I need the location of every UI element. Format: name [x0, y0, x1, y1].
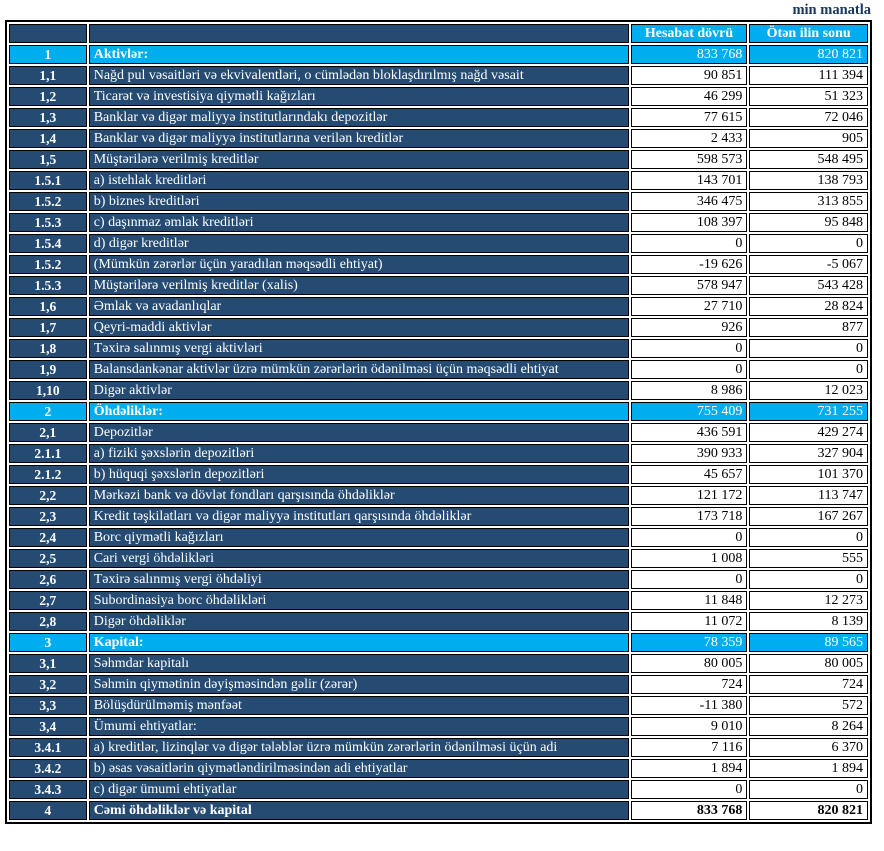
row-number-cell: 3,4 — [9, 717, 87, 736]
row-number-cell: 2,6 — [9, 570, 87, 589]
row-label-cell: (Mümkün zərərlər üçün yaradılan məqsədli ehtiyat) — [89, 255, 629, 274]
table-row — [9, 381, 868, 400]
row-current-value-cell: 346 475 — [631, 192, 748, 211]
table-row — [9, 717, 868, 736]
row-previous-value-cell: 0 — [749, 360, 868, 379]
row-label-cell: Müştərilərə verilmiş kreditlər — [89, 150, 629, 169]
row-current-value-cell: 2 433 — [631, 129, 748, 148]
table-row — [9, 612, 868, 631]
table-header-row — [9, 24, 868, 43]
row-label-cell: c) daşınmaz əmlak kreditləri — [89, 213, 629, 232]
row-previous-value-cell: 72 046 — [749, 108, 868, 127]
row-previous-value-cell: 8 139 — [749, 612, 868, 631]
row-label-cell: c) digər ümumi ehtiyatlar — [89, 780, 629, 799]
row-current-value-cell: 833 768 — [631, 801, 748, 820]
table-row — [9, 759, 868, 778]
row-label-cell: Öhdəliklər: — [89, 402, 629, 421]
row-label-cell: Əmlak və avadanlıqlar — [89, 297, 629, 316]
row-number-cell: 2.1.1 — [9, 444, 87, 463]
row-current-value-cell: 78 359 — [631, 633, 748, 652]
row-previous-value-cell: 877 — [749, 318, 868, 337]
table-row — [9, 486, 868, 505]
table-row — [9, 213, 868, 232]
row-previous-value-cell: 0 — [749, 780, 868, 799]
row-number-cell: 2,4 — [9, 528, 87, 547]
row-label-cell: Balansdankənar aktivlər üzrə mümkün zərərlərin ödənilməsi üçün məqsədli ehtiyat — [89, 360, 629, 379]
row-previous-value-cell: 138 793 — [749, 171, 868, 190]
row-current-value-cell: 1 008 — [631, 549, 748, 568]
table-row — [9, 633, 868, 652]
row-label-cell: Bölüşdürülməmiş mənfəət — [89, 696, 629, 715]
table-row — [9, 528, 868, 547]
header-reporting-period: Hesabat dövrü — [631, 24, 748, 43]
row-label-cell: Banklar və digər maliyyə institutlarına verilən kreditlər — [89, 129, 629, 148]
row-label-cell: b) hüquqi şəxslərin depozitləri — [89, 465, 629, 484]
table-row — [9, 108, 868, 127]
row-previous-value-cell: 0 — [749, 570, 868, 589]
row-current-value-cell: 833 768 — [631, 45, 748, 64]
row-label-cell: a) istehlak kreditləri — [89, 171, 629, 190]
row-number-cell: 1,3 — [9, 108, 87, 127]
row-label-cell: Müştərilərə verilmiş kreditlər (xalis) — [89, 276, 629, 295]
row-label-cell: Depozitlər — [89, 423, 629, 442]
table-row — [9, 591, 868, 610]
row-previous-value-cell: 820 821 — [749, 45, 868, 64]
table-row — [9, 507, 868, 526]
table-row — [9, 423, 868, 442]
row-current-value-cell: 0 — [631, 234, 748, 253]
row-label-cell: Subordinasiya borc öhdəlikləri — [89, 591, 629, 610]
table-row — [9, 780, 868, 799]
row-number-cell: 3.4.2 — [9, 759, 87, 778]
row-current-value-cell: 598 573 — [631, 150, 748, 169]
table-row — [9, 297, 868, 316]
row-current-value-cell: 1 894 — [631, 759, 748, 778]
row-current-value-cell: 436 591 — [631, 423, 748, 442]
row-current-value-cell: 90 851 — [631, 66, 748, 85]
table-row — [9, 549, 868, 568]
table-row — [9, 360, 868, 379]
row-label-cell: a) kreditlər, lizinqlər və digər tələblər üzrə mümkün zərərlərin ödənilməsi üçün adi — [89, 738, 629, 757]
row-previous-value-cell: 1 894 — [749, 759, 868, 778]
table-row — [9, 276, 868, 295]
row-number-cell: 2,5 — [9, 549, 87, 568]
row-label-cell: Ticarət və investisiya qiymətli kağızları — [89, 87, 629, 106]
row-number-cell: 1.5.2 — [9, 255, 87, 274]
row-number-cell: 2,1 — [9, 423, 87, 442]
row-number-cell: 2,8 — [9, 612, 87, 631]
table-row — [9, 150, 868, 169]
table-row — [9, 129, 868, 148]
row-previous-value-cell: 167 267 — [749, 507, 868, 526]
row-previous-value-cell: 8 264 — [749, 717, 868, 736]
row-previous-value-cell: 313 855 — [749, 192, 868, 211]
header-end-of-last-year: Ötən ilin sonu — [749, 24, 868, 43]
row-previous-value-cell: -5 067 — [749, 255, 868, 274]
row-current-value-cell: 0 — [631, 780, 748, 799]
row-current-value-cell: 390 933 — [631, 444, 748, 463]
table-row — [9, 318, 868, 337]
table-row — [9, 45, 868, 64]
row-number-cell: 2,7 — [9, 591, 87, 610]
table-row — [9, 192, 868, 211]
row-number-cell: 1,5 — [9, 150, 87, 169]
row-previous-value-cell: 429 274 — [749, 423, 868, 442]
row-current-value-cell: 143 701 — [631, 171, 748, 190]
balance-sheet-table — [5, 20, 872, 824]
row-label-cell: Cəmi öhdəliklər və kapital — [89, 801, 629, 820]
row-current-value-cell: 11 072 — [631, 612, 748, 631]
row-label-cell: a) fiziki şəxslərin depozitləri — [89, 444, 629, 463]
row-previous-value-cell: 731 255 — [749, 402, 868, 421]
row-label-cell: Borc qiymətli kağızları — [89, 528, 629, 547]
row-previous-value-cell: 101 370 — [749, 465, 868, 484]
table-row — [9, 339, 868, 358]
row-previous-value-cell: 327 904 — [749, 444, 868, 463]
row-current-value-cell: 45 657 — [631, 465, 748, 484]
row-label-cell: Cari vergi öhdəlikləri — [89, 549, 629, 568]
header-blank-number-cell — [9, 24, 87, 43]
row-number-cell: 1,7 — [9, 318, 87, 337]
table-body — [9, 45, 868, 820]
row-current-value-cell: 46 299 — [631, 87, 748, 106]
unit-label: min manatla — [792, 2, 871, 18]
row-current-value-cell: 77 615 — [631, 108, 748, 127]
row-previous-value-cell: 820 821 — [749, 801, 868, 820]
row-current-value-cell: 80 005 — [631, 654, 748, 673]
row-current-value-cell: 27 710 — [631, 297, 748, 316]
header-blank-label-cell — [89, 24, 629, 43]
table-row — [9, 87, 868, 106]
row-current-value-cell: 0 — [631, 339, 748, 358]
row-label-cell: Səhmdar kapitalı — [89, 654, 629, 673]
row-label-cell: Kapital: — [89, 633, 629, 652]
row-current-value-cell: 11 848 — [631, 591, 748, 610]
table-row — [9, 738, 868, 757]
row-number-cell: 1.5.1 — [9, 171, 87, 190]
row-number-cell: 1.5.2 — [9, 192, 87, 211]
row-number-cell: 1,1 — [9, 66, 87, 85]
row-previous-value-cell: 572 — [749, 696, 868, 715]
row-label-cell: Səhmin qiymətinin dəyişməsindən gəlir (zərər) — [89, 675, 629, 694]
row-number-cell: 2.1.2 — [9, 465, 87, 484]
row-number-cell: 4 — [9, 801, 87, 820]
row-label-cell: Digər öhdəliklər — [89, 612, 629, 631]
row-number-cell: 3,2 — [9, 675, 87, 694]
row-current-value-cell: 0 — [631, 570, 748, 589]
row-current-value-cell: 755 409 — [631, 402, 748, 421]
row-previous-value-cell: 555 — [749, 549, 868, 568]
row-number-cell: 2 — [9, 402, 87, 421]
row-current-value-cell: 926 — [631, 318, 748, 337]
table-row — [9, 444, 868, 463]
row-current-value-cell: 108 397 — [631, 213, 748, 232]
row-previous-value-cell: 95 848 — [749, 213, 868, 232]
table-row — [9, 171, 868, 190]
row-label-cell: b) biznes kreditləri — [89, 192, 629, 211]
row-current-value-cell: 173 718 — [631, 507, 748, 526]
table-row — [9, 654, 868, 673]
row-number-cell: 1.5.3 — [9, 213, 87, 232]
table-row — [9, 402, 868, 421]
row-number-cell: 2,3 — [9, 507, 87, 526]
row-previous-value-cell: 905 — [749, 129, 868, 148]
row-label-cell: d) digər kreditlər — [89, 234, 629, 253]
row-current-value-cell: -11 380 — [631, 696, 748, 715]
row-current-value-cell: 121 172 — [631, 486, 748, 505]
table-row — [9, 255, 868, 274]
row-number-cell: 3.4.3 — [9, 780, 87, 799]
row-previous-value-cell: 80 005 — [749, 654, 868, 673]
row-label-cell: Təxirə salınmış vergi aktivləri — [89, 339, 629, 358]
row-label-cell: Mərkəzi bank və dövlət fondları qarşısında öhdəliklər — [89, 486, 629, 505]
row-label-cell: Banklar və digər maliyyə institutlarındakı depozitlər — [89, 108, 629, 127]
row-label-cell: Ümumi ehtiyatlar: — [89, 717, 629, 736]
table-row — [9, 465, 868, 484]
row-previous-value-cell: 724 — [749, 675, 868, 694]
row-label-cell: Aktivlər: — [89, 45, 629, 64]
row-current-value-cell: -19 626 — [631, 255, 748, 274]
row-previous-value-cell: 111 394 — [749, 66, 868, 85]
row-current-value-cell: 0 — [631, 528, 748, 547]
row-current-value-cell: 7 116 — [631, 738, 748, 757]
table-row — [9, 801, 868, 820]
row-number-cell: 2,2 — [9, 486, 87, 505]
row-number-cell: 1 — [9, 45, 87, 64]
row-previous-value-cell: 12 273 — [749, 591, 868, 610]
row-number-cell: 1,2 — [9, 87, 87, 106]
table-row — [9, 66, 868, 85]
row-previous-value-cell: 113 747 — [749, 486, 868, 505]
row-number-cell: 1,4 — [9, 129, 87, 148]
row-label-cell: Qeyri-maddi aktivlər — [89, 318, 629, 337]
row-previous-value-cell: 543 428 — [749, 276, 868, 295]
row-label-cell: b) əsas vəsaitlərin qiymətləndirilməsindən adi ehtiyatlar — [89, 759, 629, 778]
row-current-value-cell: 0 — [631, 360, 748, 379]
row-number-cell: 3 — [9, 633, 87, 652]
row-previous-value-cell: 6 370 — [749, 738, 868, 757]
row-number-cell: 3,3 — [9, 696, 87, 715]
row-previous-value-cell: 51 323 — [749, 87, 868, 106]
table-row — [9, 696, 868, 715]
row-current-value-cell: 8 986 — [631, 381, 748, 400]
row-number-cell: 1.5.4 — [9, 234, 87, 253]
row-number-cell: 1,6 — [9, 297, 87, 316]
row-label-cell: Təxirə salınmış vergi öhdəliyi — [89, 570, 629, 589]
row-number-cell: 1,9 — [9, 360, 87, 379]
row-number-cell: 1,10 — [9, 381, 87, 400]
table-row — [9, 675, 868, 694]
row-number-cell: 3,1 — [9, 654, 87, 673]
row-current-value-cell: 9 010 — [631, 717, 748, 736]
row-previous-value-cell: 0 — [749, 528, 868, 547]
row-label-cell: Kredit təşkilatları və digər maliyyə institutları qarşısında öhdəliklər — [89, 507, 629, 526]
row-previous-value-cell: 12 023 — [749, 381, 868, 400]
row-label-cell: Nağd pul vəsaitləri və ekvivalentləri, o cümlədən bloklaşdırılmış nağd vəsait — [89, 66, 629, 85]
table-row — [9, 570, 868, 589]
row-current-value-cell: 724 — [631, 675, 748, 694]
row-number-cell: 1.5.3 — [9, 276, 87, 295]
row-label-cell: Digər aktivlər — [89, 381, 629, 400]
row-current-value-cell: 578 947 — [631, 276, 748, 295]
row-previous-value-cell: 0 — [749, 339, 868, 358]
row-previous-value-cell: 0 — [749, 234, 868, 253]
row-number-cell: 3.4.1 — [9, 738, 87, 757]
row-previous-value-cell: 89 565 — [749, 633, 868, 652]
table-row — [9, 234, 868, 253]
row-previous-value-cell: 548 495 — [749, 150, 868, 169]
row-previous-value-cell: 28 824 — [749, 297, 868, 316]
row-number-cell: 1,8 — [9, 339, 87, 358]
